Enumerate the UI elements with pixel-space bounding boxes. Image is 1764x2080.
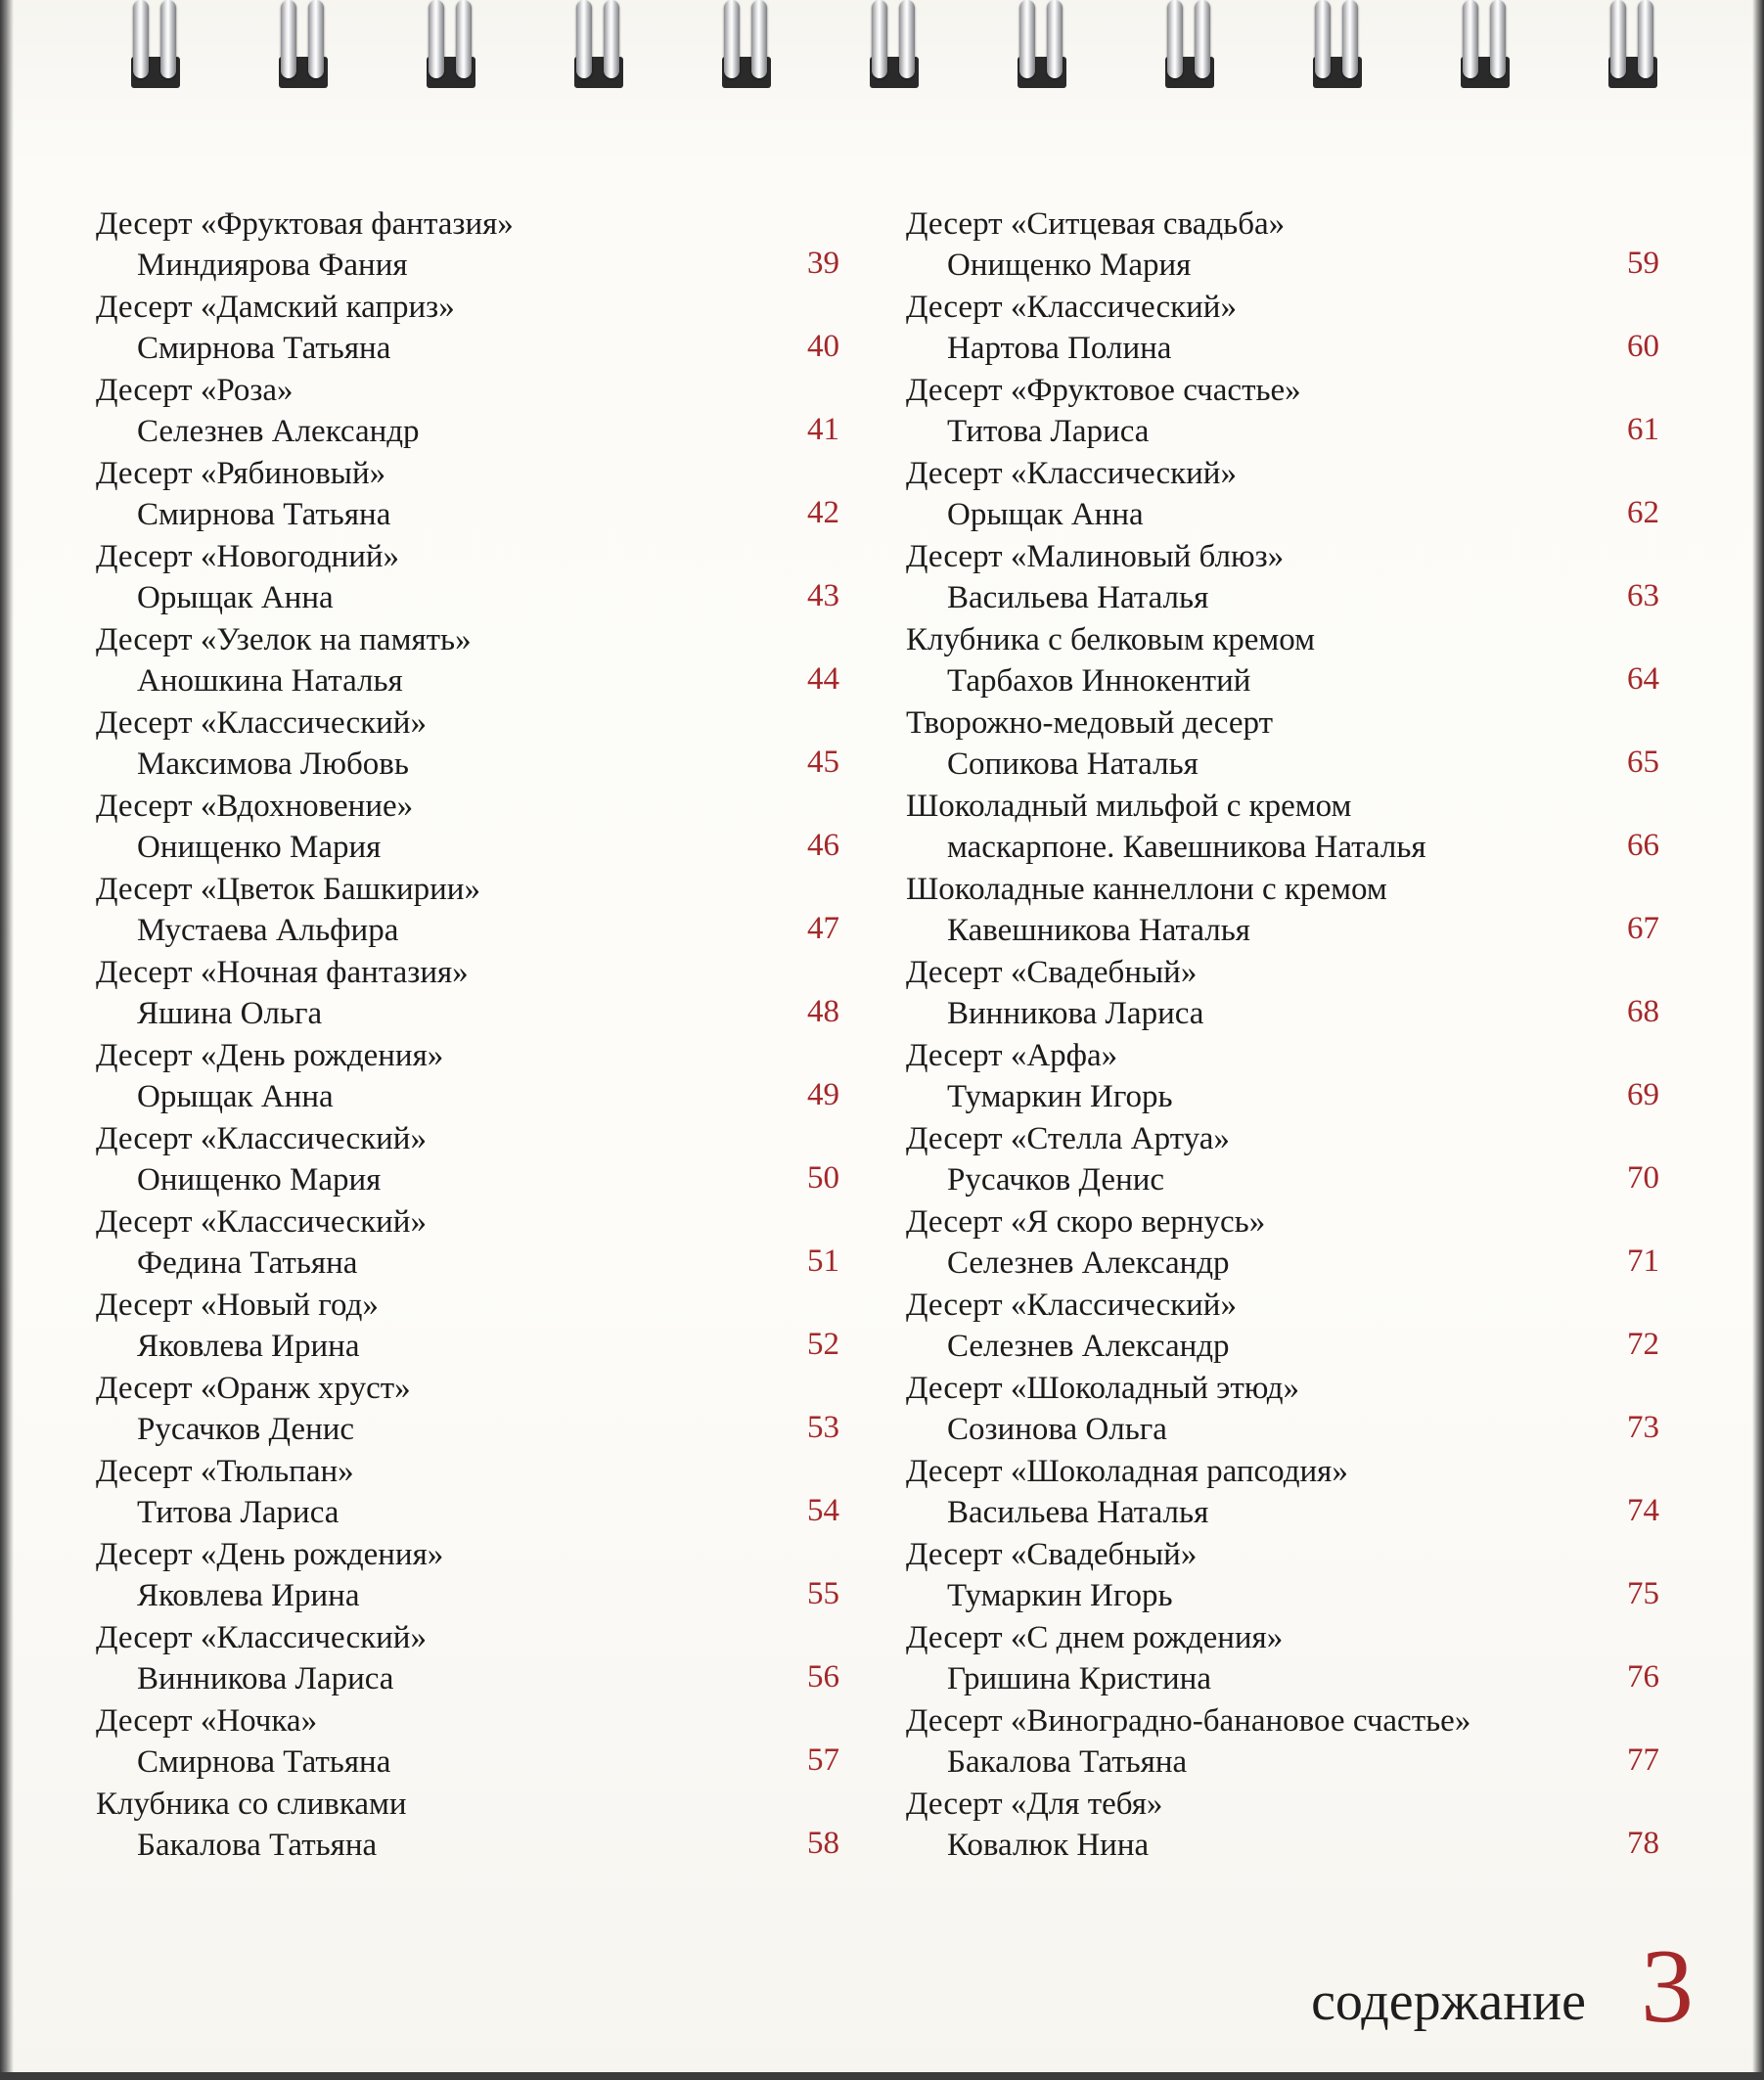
entry-title: Десерт «Фруктовая фантазия» (96, 206, 514, 242)
binding-ring (1010, 0, 1074, 90)
entry-title: Клубника с белковым кремом (906, 622, 1316, 657)
section-label: содержание (1311, 1971, 1586, 2032)
entry-page-number: 76 (1627, 1659, 1659, 1695)
entry-page-number: 71 (1627, 1243, 1659, 1279)
entry-title: Творожно-медовый десерт (906, 705, 1273, 741)
entry-author: Винникова Лариса (947, 996, 1204, 1031)
entry-author: Яшина Ольга (137, 996, 323, 1031)
entry-page-number: 68 (1627, 994, 1659, 1029)
spiral-binding (0, 0, 1764, 98)
entry-author: Орыщак Анна (137, 580, 334, 615)
contents-entry (96, 869, 839, 952)
entry-author: Смирнова Татьяна (137, 497, 391, 532)
contents-entry (96, 287, 839, 370)
contents-entry (906, 1285, 1659, 1368)
entry-title: Десерт «С днем рождения» (906, 1620, 1284, 1655)
entry-page-number: 45 (807, 745, 839, 780)
entry-page-number: 66 (1627, 828, 1659, 863)
entry-title: Десерт «Тюльпан» (96, 1454, 354, 1489)
entry-title: Шоколадные каннеллони с кремом (906, 872, 1387, 907)
entry-title: Десерт «Я скоро вернусь» (906, 1204, 1266, 1240)
entry-page-number: 74 (1627, 1493, 1659, 1528)
contents-entry (96, 1784, 839, 1867)
entry-page-number: 77 (1627, 1742, 1659, 1778)
entry-author: Яковлева Ирина (137, 1329, 360, 1364)
entry-page-number: 44 (807, 661, 839, 697)
entry-page-number: 70 (1627, 1160, 1659, 1196)
entry-author: Васильева Наталья (947, 580, 1209, 615)
entry-page-number: 51 (807, 1243, 839, 1279)
entry-page-number: 72 (1627, 1327, 1659, 1362)
binding-ring (1601, 0, 1665, 90)
binding-ring (1305, 0, 1370, 90)
entry-page-number: 60 (1627, 329, 1659, 364)
entry-page-number: 64 (1627, 661, 1659, 697)
entry-page-number: 40 (807, 329, 839, 364)
binding-ring (271, 0, 336, 90)
entry-title: Десерт «День рождения» (96, 1038, 444, 1073)
entry-author: Сопикова Наталья (947, 746, 1199, 782)
page-edge-left (0, 0, 14, 2080)
contents-entry (96, 1285, 839, 1368)
entry-page-number: 75 (1627, 1576, 1659, 1611)
entry-author: Яковлева Ирина (137, 1578, 360, 1613)
entry-title: Десерт «Дамский каприз» (96, 290, 455, 325)
contents-entry (96, 1700, 839, 1784)
entry-title: Десерт «Классический» (906, 290, 1237, 325)
contents-entry (96, 1035, 839, 1118)
entry-page-number: 58 (807, 1826, 839, 1861)
entry-author: Онищенко Мария (947, 248, 1192, 283)
entry-title: Десерт «День рождения» (96, 1537, 444, 1572)
entry-title: Десерт «Ночная фантазия» (96, 955, 469, 990)
entry-title: Десерт «Классический» (96, 1204, 427, 1240)
entry-author: Кавешникова Наталья (947, 913, 1250, 948)
entry-author: маскарпоне. Кавешникова Наталья (947, 830, 1426, 865)
entry-author: Миндиярова Фания (137, 248, 408, 283)
entry-title: Десерт «Классический» (96, 705, 427, 741)
entry-page-number: 50 (807, 1160, 839, 1196)
contents-entry (906, 1534, 1659, 1617)
entry-title: Десерт «Вдохновение» (96, 789, 414, 824)
entry-title: Десерт «Рябиновый» (96, 456, 386, 491)
contents-right-column (906, 203, 1659, 1867)
entry-title: Десерт «Ситцевая свадьба» (906, 206, 1286, 242)
contents-entry (96, 453, 839, 536)
contents-entry (96, 1368, 839, 1451)
contents-entry (96, 952, 839, 1035)
contents-entry (906, 1784, 1659, 1867)
entry-page-number: 42 (807, 495, 839, 530)
entry-page-number: 56 (807, 1659, 839, 1695)
binding-ring (419, 0, 483, 90)
contents-entry (96, 1534, 839, 1617)
entry-author: Смирнова Татьяна (137, 1744, 391, 1780)
entry-page-number: 78 (1627, 1826, 1659, 1861)
contents-entry (906, 952, 1659, 1035)
entry-page-number: 53 (807, 1410, 839, 1445)
entry-author: Русачков Денис (947, 1162, 1165, 1198)
entry-page-number: 52 (807, 1327, 839, 1362)
entry-page-number: 41 (807, 412, 839, 447)
entry-title: Клубника со сливками (96, 1786, 407, 1822)
entry-page-number: 39 (807, 246, 839, 281)
binding-ring (1157, 0, 1222, 90)
entry-author: Селезнев Александр (947, 1245, 1230, 1281)
entry-page-number: 65 (1627, 745, 1659, 780)
entry-page-number: 69 (1627, 1077, 1659, 1112)
contents-entry (906, 786, 1659, 869)
contents-entry (906, 1035, 1659, 1118)
entry-page-number: 49 (807, 1077, 839, 1112)
entry-page-number: 47 (807, 911, 839, 946)
contents-entry (906, 203, 1659, 287)
entry-title: Шоколадный мильфой с кремом (906, 789, 1352, 824)
entry-title: Десерт «Классический» (96, 1620, 427, 1655)
entry-author: Селезнев Александр (947, 1329, 1230, 1364)
entry-page-number: 43 (807, 578, 839, 613)
entry-author: Федина Татьяна (137, 1245, 358, 1281)
entry-author: Титова Лариса (947, 414, 1150, 449)
binding-ring (123, 0, 188, 90)
entry-title: Десерт «Оранж хруст» (96, 1371, 411, 1406)
entry-title: Десерт «Фруктовое счастье» (906, 373, 1301, 408)
binding-ring (1453, 0, 1517, 90)
entry-author: Смирнова Татьяна (137, 331, 391, 366)
entry-author: Максимова Любовь (137, 746, 409, 782)
contents-entry (96, 702, 839, 786)
entry-page-number: 62 (1627, 495, 1659, 530)
entry-author: Селезнев Александр (137, 414, 420, 449)
binding-ring (566, 0, 631, 90)
entry-author: Ковалюк Нина (947, 1828, 1150, 1863)
entry-title: Десерт «Классический» (96, 1121, 427, 1156)
entry-title: Десерт «Классический» (906, 456, 1237, 491)
entry-title: Десерт «Новый год» (96, 1288, 379, 1323)
contents-entry (906, 536, 1659, 619)
entry-page-number: 63 (1627, 578, 1659, 613)
binding-ring (862, 0, 927, 90)
contents-entry (96, 1451, 839, 1534)
contents-entry (96, 370, 839, 453)
contents-entry (906, 287, 1659, 370)
contents-entry (906, 370, 1659, 453)
entry-title: Десерт «Малиновый блюз» (906, 539, 1285, 574)
entry-title: Десерт «Роза» (96, 373, 294, 408)
page-edge-bottom (0, 2072, 1764, 2080)
contents-entry (906, 1700, 1659, 1784)
entry-author: Винникова Лариса (137, 1661, 394, 1696)
entry-page-number: 57 (807, 1742, 839, 1778)
entry-author: Аношкина Наталья (137, 663, 403, 699)
entry-title: Десерт «Цветок Башкирии» (96, 872, 480, 907)
entry-page-number: 59 (1627, 246, 1659, 281)
contents-entry (906, 702, 1659, 786)
entry-author: Гришина Кристина (947, 1661, 1211, 1696)
contents-entry (96, 1118, 839, 1201)
entry-title: Десерт «Ночка» (96, 1703, 318, 1739)
contents-entry (906, 453, 1659, 536)
contents-entry (96, 1617, 839, 1700)
contents-entry (906, 1617, 1659, 1700)
contents-entry (906, 1451, 1659, 1534)
entry-author: Орыщак Анна (137, 1079, 334, 1114)
contents-entry (96, 203, 839, 287)
entry-author: Васильева Наталья (947, 1495, 1209, 1530)
entry-author: Орыщак Анна (947, 497, 1144, 532)
entry-author: Русачков Денис (137, 1412, 355, 1447)
entry-page-number: 67 (1627, 911, 1659, 946)
entry-author: Мустаева Альфира (137, 913, 399, 948)
entry-page-number: 54 (807, 1493, 839, 1528)
page-edge-right (1752, 0, 1764, 2080)
entry-page-number: 73 (1627, 1410, 1659, 1445)
entry-author: Тумаркин Игорь (947, 1578, 1173, 1613)
entry-author: Тумаркин Игорь (947, 1079, 1173, 1114)
entry-author: Бакалова Татьяна (137, 1828, 378, 1863)
contents-entry (96, 619, 839, 702)
entry-title: Десерт «Для тебя» (906, 1786, 1163, 1822)
entry-page-number: 55 (807, 1576, 839, 1611)
contents-entry (906, 869, 1659, 952)
entry-page-number: 46 (807, 828, 839, 863)
entry-title: Десерт «Стелла Артуа» (906, 1121, 1230, 1156)
entry-author: Нартова Полина (947, 331, 1172, 366)
entry-title: Десерт «Свадебный» (906, 1537, 1198, 1572)
contents-entry (96, 786, 839, 869)
contents-entry (96, 536, 839, 619)
contents-entry (906, 1201, 1659, 1285)
entry-title: Десерт «Арфа» (906, 1038, 1118, 1073)
binding-ring (714, 0, 779, 90)
entry-title: Десерт «Свадебный» (906, 955, 1198, 990)
entry-title: Десерт «Шоколадный этюд» (906, 1371, 1300, 1406)
entry-title: Десерт «Узелок на память» (96, 622, 472, 657)
entry-title: Десерт «Виноградно-банановое счастье» (906, 1703, 1471, 1739)
entry-page-number: 48 (807, 994, 839, 1029)
entry-author: Тарбахов Иннокентий (947, 663, 1251, 699)
entry-author: Созинова Ольга (947, 1412, 1167, 1447)
contents-entry (906, 1118, 1659, 1201)
entry-author: Онищенко Мария (137, 1162, 382, 1198)
contents-entry (906, 1368, 1659, 1451)
entry-author: Бакалова Татьяна (947, 1744, 1188, 1780)
entry-author: Титова Лариса (137, 1495, 339, 1530)
entry-title: Десерт «Новогодний» (96, 539, 400, 574)
contents-left-column (96, 203, 839, 1867)
contents-entry (906, 619, 1659, 702)
entry-title: Десерт «Шоколадная рапсодия» (906, 1454, 1348, 1489)
entry-title: Десерт «Классический» (906, 1288, 1237, 1323)
entry-page-number: 61 (1627, 412, 1659, 447)
page-number: 3 (1641, 1928, 1694, 2045)
entry-author: Онищенко Мария (137, 830, 382, 865)
contents-entry (96, 1201, 839, 1285)
